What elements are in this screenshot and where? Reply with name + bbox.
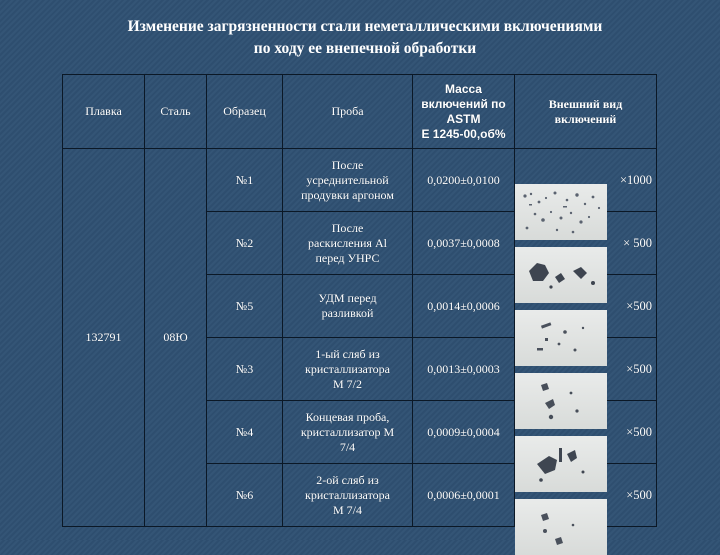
probe-line: М 7/2 — [332, 376, 362, 391]
header-mass — [413, 75, 515, 149]
probe-line: кристаллизатора — [305, 487, 390, 502]
sparse-inclusions-photo — [515, 499, 607, 555]
header-view-line-2: включений — [554, 111, 617, 126]
view-cell: ×500 — [515, 464, 657, 527]
probe-line: 1-ый сляб из — [315, 346, 380, 361]
view-cell: ×500 — [515, 338, 657, 401]
header-mass-line-3: ASTM — [446, 111, 481, 126]
table-header-row — [63, 75, 657, 149]
sample-cell: №2 — [207, 212, 283, 275]
table-row — [63, 149, 657, 212]
sample-cell: №5 — [207, 275, 283, 338]
probe-cell — [283, 275, 413, 338]
title-line-2: по ходу ее внепечной обработки — [253, 40, 477, 57]
sample-cell: №3 — [207, 338, 283, 401]
sample-cell: №4 — [207, 401, 283, 464]
large-inclusion-photo — [515, 436, 607, 492]
header-heat: Плавка — [63, 75, 145, 149]
slide-title — [40, 16, 690, 60]
view-cell: ×1000 — [515, 149, 657, 212]
header-mass-line-1: Масса — [445, 81, 482, 96]
header-view — [515, 75, 657, 149]
mass-cell: 0,0006±0,0001 — [413, 464, 515, 527]
view-cell: ×500 — [515, 275, 657, 338]
sample-cell: №1 — [207, 149, 283, 212]
mass-cell: 0,0200±0,0100 — [413, 149, 515, 212]
dispersed-inclusions-photo — [515, 184, 607, 240]
probe-line: продувки аргоном — [301, 187, 394, 202]
probe-line: Концевая проба, — [305, 409, 390, 424]
header-mass-line-2: включений по — [421, 96, 506, 111]
probe-line: разливкой — [321, 306, 374, 320]
heat-number: 132791 — [63, 149, 145, 527]
steel-grade: 08Ю — [145, 149, 207, 527]
probe-line: После — [331, 220, 364, 235]
header-steel: Сталь — [145, 75, 207, 149]
probe-cell — [283, 212, 413, 275]
probe-line: 7/4 — [339, 439, 356, 454]
probe-line: 2-ой сляб из — [316, 472, 379, 487]
inclusions-table — [62, 74, 657, 527]
elongated-inclusions-photo — [515, 310, 607, 366]
probe-line: перед УНРС — [315, 250, 380, 265]
mass-cell: 0,0009±0,0004 — [413, 401, 515, 464]
header-view-line-1: Внешний вид — [548, 96, 623, 111]
mass-cell: 0,0037±0,0008 — [413, 212, 515, 275]
probe-line: М 7/4 — [332, 502, 362, 517]
cluster-inclusions-photo — [515, 247, 607, 303]
mass-cell: 0,0013±0,0003 — [413, 338, 515, 401]
header-sample: Образец — [207, 75, 283, 149]
header-probe: Проба — [283, 75, 413, 149]
probe-line: кристаллизатора — [305, 361, 390, 376]
sample-cell: №6 — [207, 464, 283, 527]
header-mass-line-4: Е 1245-00,об% — [421, 126, 506, 141]
probe-line: УДМ перед — [318, 291, 377, 305]
view-cell: × 500 — [515, 212, 657, 275]
view-cell: ×500 — [515, 401, 657, 464]
probe-line: усреднительной — [306, 172, 389, 187]
probe-cell — [283, 401, 413, 464]
small-inclusions-photo — [515, 373, 607, 429]
title-line-1: Изменение загрязненности стали неметаллическими включениями — [127, 18, 603, 35]
probe-cell — [283, 464, 413, 527]
mass-cell: 0,0014±0,0006 — [413, 275, 515, 338]
probe-line: После — [331, 157, 364, 172]
probe-line: кристаллизатор М — [300, 424, 395, 439]
probe-cell — [283, 338, 413, 401]
probe-cell — [283, 149, 413, 212]
probe-line: раскисления Al — [308, 235, 387, 250]
